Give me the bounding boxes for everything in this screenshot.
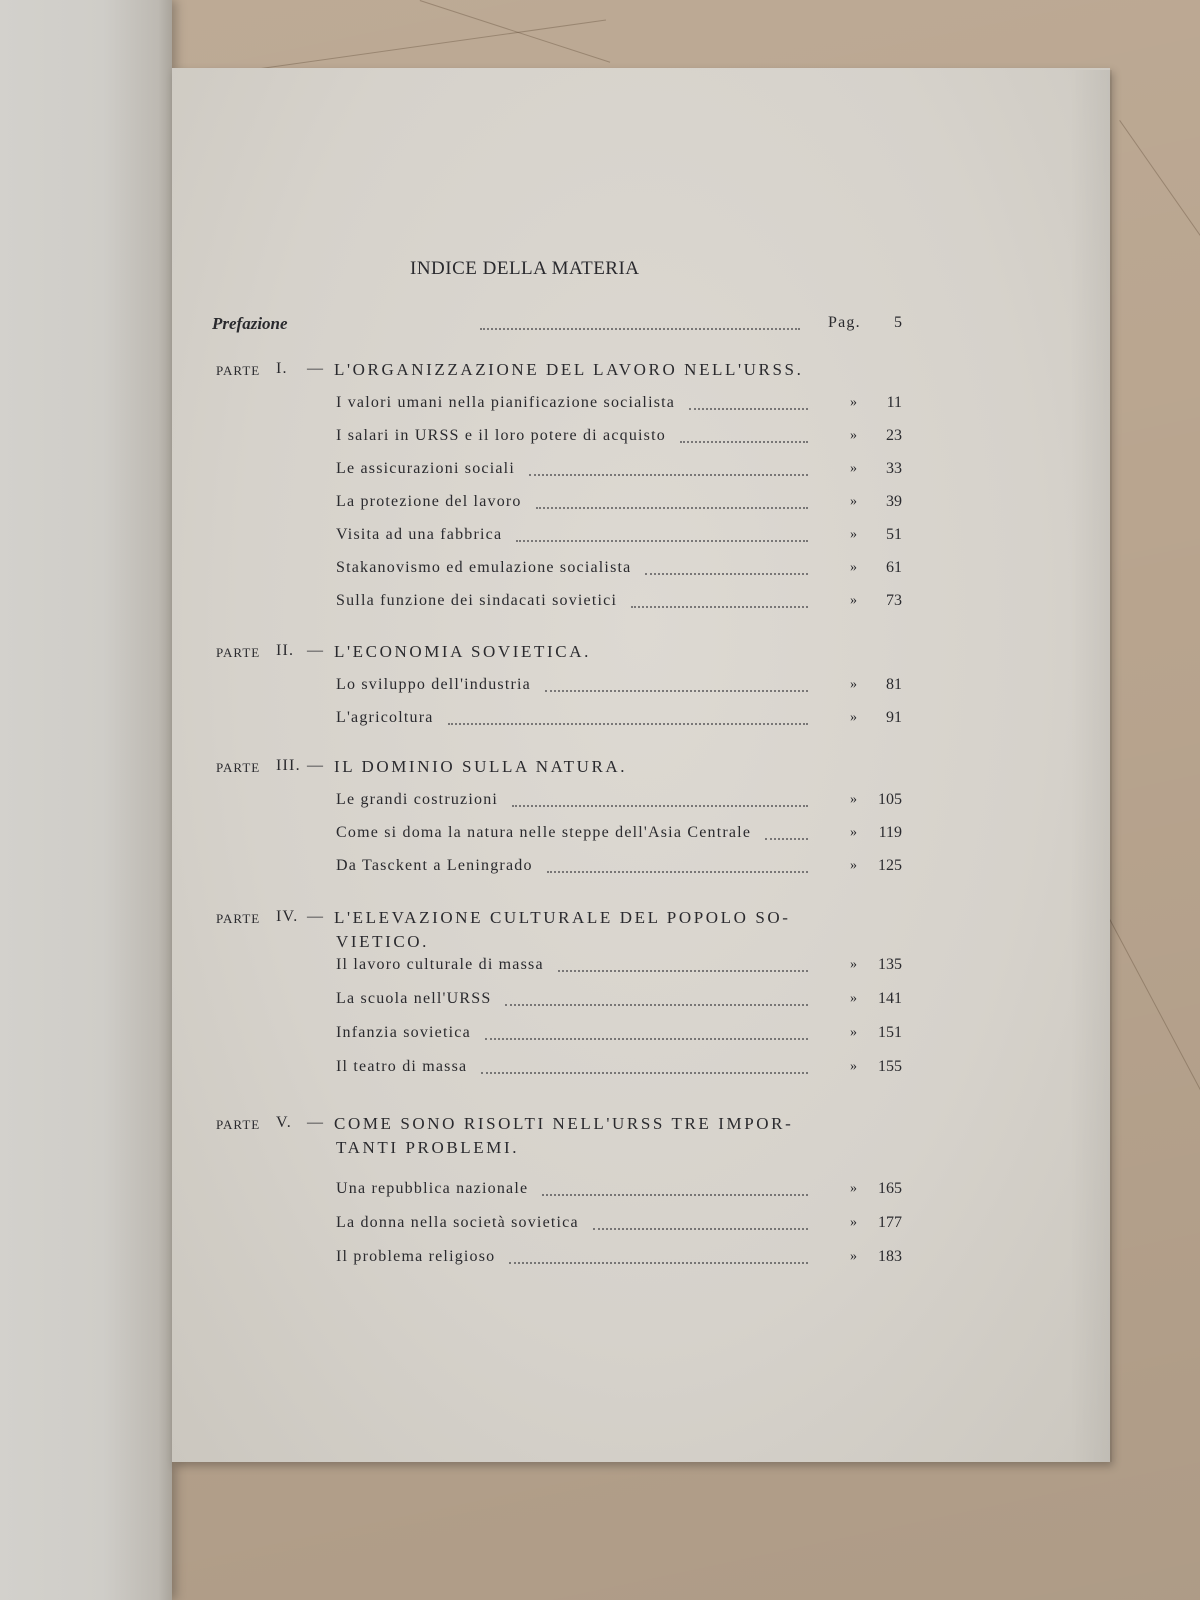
- leader-dots: [547, 871, 808, 873]
- ditto-mark: »: [850, 560, 857, 575]
- toc-entry-page-number: 91: [886, 709, 902, 726]
- leader-dots: [645, 573, 808, 575]
- leader-dots: [536, 507, 808, 509]
- leader-dots: [509, 1262, 808, 1264]
- part-numeral: V.: [276, 1114, 292, 1131]
- ditto-mark: »: [850, 593, 857, 608]
- part-title: COME SONO RISOLTI NELL'URSS TRE IMPOR-: [334, 1114, 794, 1133]
- part-title: L'ECONOMIA SOVIETICA.: [334, 642, 591, 661]
- part-label: PARTE: [216, 760, 261, 775]
- toc-entry-page-number: 61: [886, 559, 902, 576]
- toc-entry-page-number: 183: [878, 1248, 902, 1265]
- part-dash: —: [307, 360, 325, 377]
- toc-entry-title: La protezione del lavoro: [336, 493, 522, 510]
- preface-label: Prefazione: [212, 314, 288, 333]
- leader-dots: [448, 723, 808, 725]
- toc-entry-page-number: 23: [886, 427, 902, 444]
- leader-dots: [480, 328, 800, 330]
- part-title: IL DOMINIO SULLA NATURA.: [334, 757, 628, 776]
- leader-dots: [516, 540, 808, 542]
- part-numeral: III.: [276, 757, 301, 774]
- toc-entry-page-number: 51: [886, 526, 902, 543]
- toc-entry-title: La scuola nell'URSS: [336, 990, 492, 1007]
- toc-entry-page-number: 39: [886, 493, 902, 510]
- ditto-mark: »: [850, 792, 857, 807]
- ditto-mark: »: [850, 677, 857, 692]
- ditto-mark: »: [850, 1215, 857, 1230]
- toc-entry-title: Il problema religioso: [336, 1248, 496, 1265]
- toc-entry-page-number: 81: [886, 676, 902, 693]
- ditto-mark: »: [850, 991, 857, 1006]
- toc-entry-title: Visita ad una fabbrica: [336, 526, 503, 543]
- toc-entry-page-number: 11: [886, 394, 902, 411]
- toc-entry-title: L'agricoltura: [336, 709, 434, 726]
- ditto-mark: »: [850, 1059, 857, 1074]
- toc-entry-page-number: 125: [878, 857, 902, 874]
- toc-entry-title: Infanzia sovietica: [336, 1024, 471, 1041]
- leader-dots: [542, 1194, 808, 1196]
- toc-entry-title: Da Tasckent a Leningrado: [336, 857, 533, 874]
- toc-entry-title: La donna nella società sovietica: [336, 1214, 579, 1231]
- toc-entry-title: Lo sviluppo dell'industria: [336, 676, 531, 693]
- ditto-mark: »: [850, 825, 857, 840]
- leader-dots: [505, 1004, 808, 1006]
- leader-dots: [512, 805, 808, 807]
- toc-entry-title: Sulla funzione dei sindacati sovietici: [336, 592, 618, 609]
- part-title-continued: TANTI PROBLEMI.: [336, 1138, 520, 1157]
- part-numeral: I.: [276, 360, 288, 377]
- toc-entry-title: Il teatro di massa: [336, 1058, 468, 1075]
- toc-entry-page-number: 177: [878, 1214, 902, 1231]
- ditto-mark: »: [850, 710, 857, 725]
- ditto-mark: »: [850, 1249, 857, 1264]
- toc-entry-title: Una repubblica nazionale: [336, 1180, 529, 1197]
- leader-dots: [545, 690, 808, 692]
- part-label: PARTE: [216, 645, 261, 660]
- ditto-mark: »: [850, 428, 857, 443]
- leader-dots: [689, 408, 808, 410]
- ditto-mark: »: [850, 1025, 857, 1040]
- toc-entry-page-number: 33: [886, 460, 902, 477]
- toc-entry-title: Le assicurazioni sociali: [336, 460, 515, 477]
- toc-entry-page-number: 105: [878, 791, 902, 808]
- toc-entry-title: I valori umani nella pianificazione socialista: [336, 394, 676, 411]
- preface-page-number: 5: [894, 314, 902, 331]
- ditto-mark: »: [850, 395, 857, 410]
- toc-entry-title: Le grandi costruzioni: [336, 791, 499, 808]
- toc-entry-page-number: 119: [878, 824, 902, 841]
- leader-dots: [485, 1038, 808, 1040]
- toc-entry-page-number: 135: [878, 956, 902, 973]
- toc-entry-page-number: 73: [886, 592, 902, 609]
- toc-entry-page-number: 151: [878, 1024, 902, 1041]
- leader-dots: [558, 970, 808, 972]
- toc-entry-title: Il lavoro culturale di massa: [336, 956, 544, 973]
- toc-entry-title: Come si doma la natura nelle steppe dell'Asia Centrale: [336, 824, 752, 841]
- ditto-mark: »: [850, 461, 857, 476]
- part-title-continued: VIETICO.: [336, 932, 430, 951]
- part-label: PARTE: [216, 911, 261, 926]
- ditto-mark: »: [850, 858, 857, 873]
- part-title: L'ORGANIZZAZIONE DEL LAVORO NELL'URSS.: [334, 360, 804, 379]
- leader-dots: [765, 838, 808, 840]
- leader-dots: [529, 474, 808, 476]
- preface-page-prefix: Pag.: [828, 314, 861, 331]
- leader-dots: [481, 1072, 808, 1074]
- toc-entry-title: I salari in URSS e il loro potere di acquisto: [336, 427, 666, 444]
- ditto-mark: »: [850, 957, 857, 972]
- part-dash: —: [307, 908, 325, 925]
- toc-entry-title: Stakanovismo ed emulazione socialista: [336, 559, 632, 576]
- ditto-mark: »: [850, 494, 857, 509]
- ditto-mark: »: [850, 527, 857, 542]
- part-title: L'ELEVAZIONE CULTURALE DEL POPOLO SO-: [334, 908, 791, 927]
- part-label: PARTE: [216, 1117, 261, 1132]
- ditto-mark: »: [850, 1181, 857, 1196]
- toc-entry-page-number: 141: [878, 990, 902, 1007]
- part-label: PARTE: [216, 363, 261, 378]
- leader-dots: [631, 606, 808, 608]
- part-dash: —: [307, 757, 325, 774]
- part-numeral: II.: [276, 642, 295, 659]
- page-title: INDICE DELLA MATERIA: [410, 258, 640, 279]
- part-numeral: IV.: [276, 908, 299, 925]
- part-dash: —: [307, 642, 325, 659]
- leader-dots: [593, 1228, 808, 1230]
- toc-entry-page-number: 165: [878, 1180, 902, 1197]
- part-dash: —: [307, 1114, 325, 1131]
- toc-entry-page-number: 155: [878, 1058, 902, 1075]
- leader-dots: [680, 441, 808, 443]
